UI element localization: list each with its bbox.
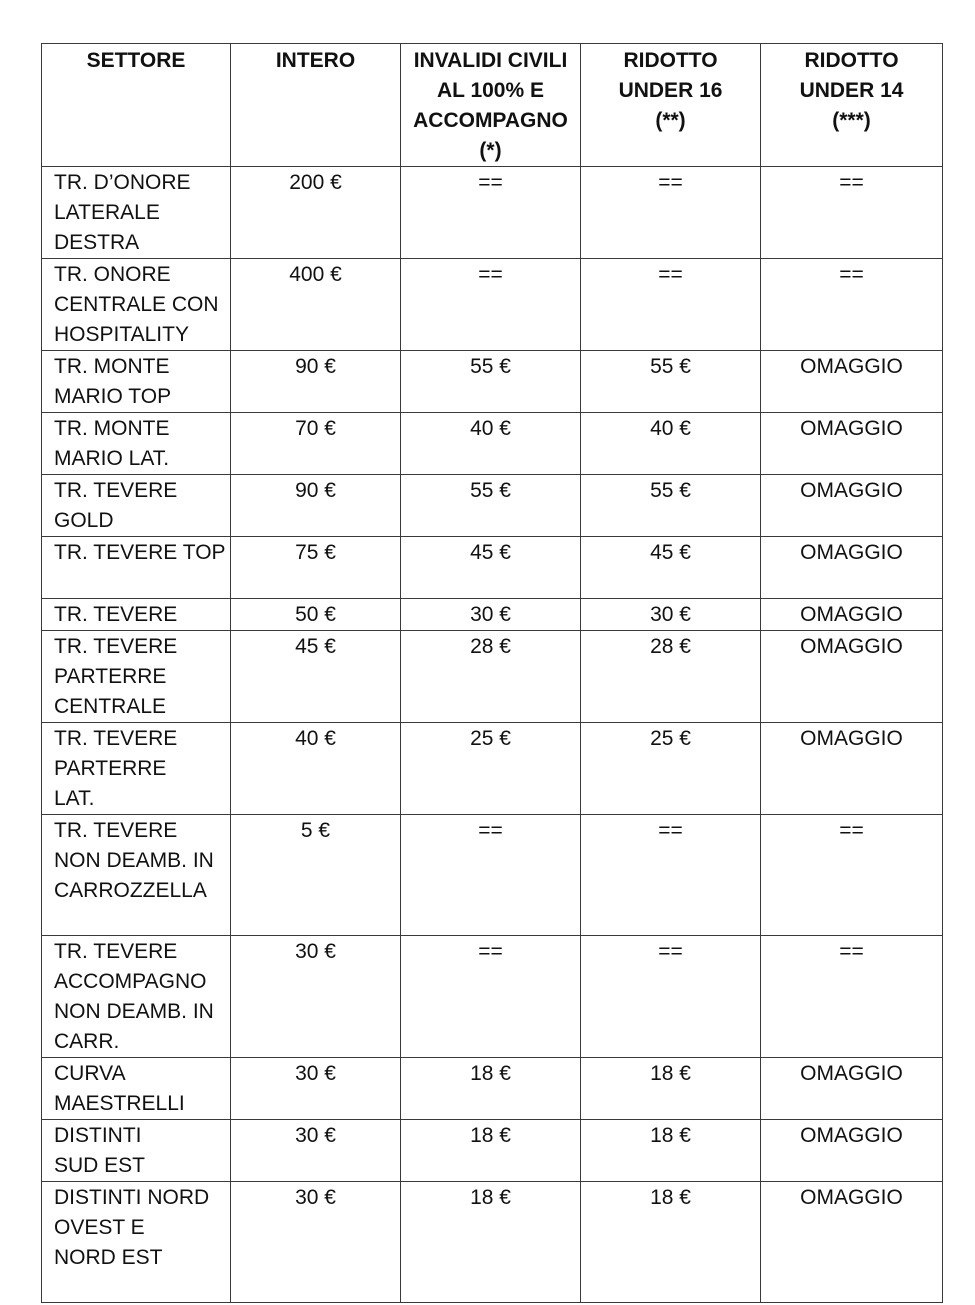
invalidi-cell: ==	[401, 936, 581, 1058]
table-row	[42, 1182, 943, 1303]
table-row	[42, 259, 943, 351]
table-row	[42, 599, 943, 631]
header-under16: RIDOTTO UNDER 16 (**)	[581, 44, 761, 167]
under16-cell: 18 €	[581, 1182, 761, 1303]
under16-cell: ==	[581, 259, 761, 351]
invalidi-cell: ==	[401, 167, 581, 259]
intero-cell: 30 €	[231, 1182, 401, 1303]
under14-cell: OMAGGIO	[761, 1058, 943, 1120]
intero-cell: 90 €	[231, 475, 401, 537]
under16-cell: 25 €	[581, 723, 761, 815]
header-under14: RIDOTTO UNDER 14 (***)	[761, 44, 943, 167]
invalidi-cell: 18 €	[401, 1120, 581, 1182]
under16-cell: 55 €	[581, 351, 761, 413]
intero-cell: 90 €	[231, 351, 401, 413]
under16-cell: ==	[581, 815, 761, 936]
table-row	[42, 936, 943, 1058]
intero-cell: 30 €	[231, 1120, 401, 1182]
invalidi-cell: 18 €	[401, 1058, 581, 1120]
intero-cell: 200 €	[231, 167, 401, 259]
table-row	[42, 413, 943, 475]
sector-cell: TR. TEVERE NON DEAMB. IN CARROZZELLA	[42, 815, 231, 936]
under14-cell: OMAGGIO	[761, 1182, 943, 1303]
intero-cell: 75 €	[231, 537, 401, 599]
under14-cell: OMAGGIO	[761, 1120, 943, 1182]
intero-cell: 400 €	[231, 259, 401, 351]
header-settore: SETTORE	[42, 44, 231, 167]
sector-cell: TR. ONORE CENTRALE CON HOSPITALITY	[42, 259, 231, 351]
under14-cell: OMAGGIO	[761, 537, 943, 599]
price-table	[41, 43, 943, 1303]
sector-cell: TR. TEVERE GOLD	[42, 475, 231, 537]
under16-cell: 55 €	[581, 475, 761, 537]
sector-cell: TR. MONTE MARIO LAT.	[42, 413, 231, 475]
header-invalidi: INVALIDI CIVILI AL 100% E ACCOMPAGNO (*)	[401, 44, 581, 167]
intero-cell: 5 €	[231, 815, 401, 936]
table-row	[42, 815, 943, 936]
sector-cell: TR. TEVERE PARTERRE CENTRALE	[42, 631, 231, 723]
invalidi-cell: ==	[401, 259, 581, 351]
table-row	[42, 723, 943, 815]
invalidi-cell: 40 €	[401, 413, 581, 475]
intero-cell: 40 €	[231, 723, 401, 815]
sector-cell: TR. TEVERE PARTERRE LAT.	[42, 723, 231, 815]
under16-cell: 30 €	[581, 599, 761, 631]
intero-cell: 30 €	[231, 1058, 401, 1120]
header-row	[42, 44, 943, 167]
table-row	[42, 1058, 943, 1120]
table-row	[42, 537, 943, 599]
sector-cell: DISTINTI NORD OVEST E NORD EST	[42, 1182, 231, 1303]
header-intero: INTERO	[231, 44, 401, 167]
sector-cell: TR. TEVERE	[42, 599, 231, 631]
invalidi-cell: 28 €	[401, 631, 581, 723]
table-row	[42, 1120, 943, 1182]
under14-cell: OMAGGIO	[761, 631, 943, 723]
invalidi-cell: 45 €	[401, 537, 581, 599]
table-row	[42, 351, 943, 413]
price-table-body	[42, 167, 943, 1303]
under16-cell: 45 €	[581, 537, 761, 599]
under14-cell: OMAGGIO	[761, 723, 943, 815]
table-row	[42, 631, 943, 723]
under16-cell: ==	[581, 167, 761, 259]
intero-cell: 30 €	[231, 936, 401, 1058]
under16-cell: 28 €	[581, 631, 761, 723]
under14-cell: OMAGGIO	[761, 475, 943, 537]
under14-cell: ==	[761, 259, 943, 351]
invalidi-cell: 55 €	[401, 475, 581, 537]
under16-cell: ==	[581, 936, 761, 1058]
under16-cell: 18 €	[581, 1120, 761, 1182]
sector-cell: TR. TEVERE ACCOMPAGNO NON DEAMB. IN CARR.	[42, 936, 231, 1058]
sector-cell: TR. D’ONORE LATERALE DESTRA	[42, 167, 231, 259]
sector-cell: DISTINTI SUD EST	[42, 1120, 231, 1182]
under16-cell: 40 €	[581, 413, 761, 475]
invalidi-cell: 18 €	[401, 1182, 581, 1303]
under14-cell: OMAGGIO	[761, 413, 943, 475]
intero-cell: 50 €	[231, 599, 401, 631]
sector-cell: TR. TEVERE TOP	[42, 537, 231, 599]
invalidi-cell: 25 €	[401, 723, 581, 815]
invalidi-cell: ==	[401, 815, 581, 936]
under16-cell: 18 €	[581, 1058, 761, 1120]
intero-cell: 70 €	[231, 413, 401, 475]
invalidi-cell: 55 €	[401, 351, 581, 413]
under14-cell: ==	[761, 167, 943, 259]
intero-cell: 45 €	[231, 631, 401, 723]
table-row	[42, 167, 943, 259]
under14-cell: OMAGGIO	[761, 599, 943, 631]
sector-cell: CURVA MAESTRELLI	[42, 1058, 231, 1120]
under14-cell: ==	[761, 815, 943, 936]
under14-cell: ==	[761, 936, 943, 1058]
price-table-header	[42, 44, 943, 167]
table-row	[42, 475, 943, 537]
sector-cell: TR. MONTE MARIO TOP	[42, 351, 231, 413]
under14-cell: OMAGGIO	[761, 351, 943, 413]
invalidi-cell: 30 €	[401, 599, 581, 631]
